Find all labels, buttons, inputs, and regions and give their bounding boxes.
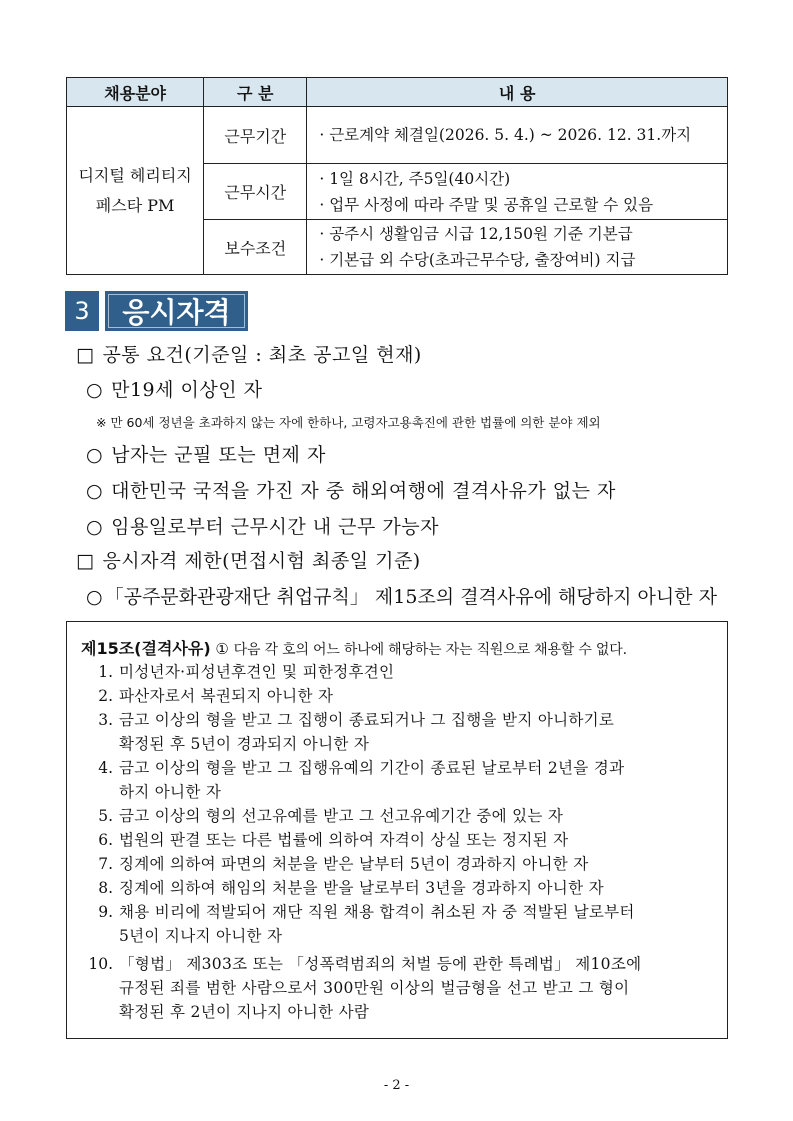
requirement-item bbox=[86, 375, 262, 402]
header-content: 내 용 bbox=[307, 78, 728, 107]
circle-bullet-icon: ○ bbox=[86, 586, 103, 608]
circle-bullet-icon: ○ bbox=[86, 480, 104, 502]
content-line: · 업무 사정에 따라 주말 및 공휴일 근로할 수 있음 bbox=[319, 195, 654, 214]
common-requirement-text: 공통 요건(기준일 : 최초 공고일 현재) bbox=[102, 344, 422, 366]
restriction-item-text: 「공주문화관광재단 취업규칙」 제15조의 결격사유에 해당하지 아니한 자 bbox=[104, 586, 717, 608]
article-item-number: 4. bbox=[98, 759, 113, 777]
requirement-note: ※ 만 60세 정년을 초과하지 않는 자에 한하나, 고령자고용촉진에 관한 법률에 의한 분야 제외 bbox=[96, 415, 601, 430]
table-row bbox=[67, 107, 728, 164]
article-box bbox=[66, 621, 728, 1039]
kind-cell: 근무시간 bbox=[204, 164, 307, 220]
circle-bullet-icon: ○ bbox=[86, 516, 104, 538]
requirement-item bbox=[86, 440, 326, 467]
requirement-item bbox=[86, 476, 616, 503]
requirement-text: 만19세 이상인 자 bbox=[111, 379, 263, 401]
article-clause-mark: ① bbox=[215, 640, 229, 658]
restriction-item bbox=[86, 582, 717, 609]
requirement-text: 임용일로부터 근무시간 내 근무 가능자 bbox=[111, 516, 439, 538]
table-header-row bbox=[67, 78, 728, 107]
requirement-item bbox=[86, 512, 439, 539]
article-heading bbox=[81, 636, 627, 659]
checkbox-square-icon: □ bbox=[76, 344, 95, 366]
article-title: 제15조(결격사유) bbox=[81, 639, 211, 658]
article-item-text: 징계에 의하여 파면의 처분을 받은 날부터 5년이 경과하지 아니한 자 bbox=[119, 855, 589, 873]
header-field: 채용분야 bbox=[67, 78, 204, 107]
article-item-number: 5. bbox=[98, 807, 113, 825]
checkbox-square-icon: □ bbox=[76, 550, 95, 572]
article-item-text: 「형법」 제303조 또는 「성폭력범죄의 처벌 등에 관한 특례법」 제10조에 규정된 죄를 범한 사람으로서 300만원 이상의 벌금형을 선고 받고 그 형이 확정된 후 2년이 지나지 아니한 사람 bbox=[119, 955, 642, 1021]
section-number: 3 bbox=[65, 291, 99, 331]
article-item-text: 법원의 판결 또는 다른 법률에 의하여 자격이 상실 또는 정지된 자 bbox=[119, 831, 569, 849]
content-line: · 근로계약 체결일(2026. 5. 4.) ~ 2026. 12. 31.까지 bbox=[319, 126, 692, 144]
field-cell bbox=[67, 107, 204, 275]
header-kind: 구 분 bbox=[204, 78, 307, 107]
circle-bullet-icon: ○ bbox=[86, 444, 104, 466]
section-title: 응시자격 bbox=[105, 291, 248, 331]
requirement-text: 대한민국 국적을 가진 자 중 해외여행에 결격사유가 없는 자 bbox=[111, 480, 616, 502]
article-item-number: 2. bbox=[98, 687, 113, 705]
article-item-text: 금고 이상의 형을 받고 그 집행이 종료되거나 그 집행을 받지 아니하기로 확정된 후 5년이 경과되지 아니한 자 bbox=[119, 711, 615, 753]
article-item-number: 1. bbox=[98, 663, 113, 681]
content-line: · 기본급 외 수당(초과근무수당, 출장여비) 지급 bbox=[319, 251, 636, 269]
article-item-text: 징계에 의하여 해임의 처분을 받을 날로부터 3년을 경과하지 아니한 자 bbox=[119, 879, 604, 897]
page-number: - 2 - bbox=[383, 1078, 410, 1093]
article-item-number: 3. bbox=[98, 711, 113, 729]
section-heading bbox=[65, 291, 248, 331]
article-intro: 다음 각 호의 어느 하나에 해당하는 자는 직원으로 채용할 수 없다. bbox=[233, 642, 627, 658]
circle-bullet-icon: ○ bbox=[86, 379, 104, 401]
content-line: · 1일 8시간, 주5일(40시간) bbox=[319, 169, 511, 188]
content-cell bbox=[307, 164, 728, 220]
recruitment-table bbox=[66, 77, 728, 275]
article-item-number: 10. bbox=[88, 955, 113, 973]
field-line-1: 디지털 헤리티지 bbox=[78, 165, 192, 185]
kind-cell: 근무기간 bbox=[204, 107, 307, 164]
requirement-text: 남자는 군필 또는 면제 자 bbox=[111, 444, 326, 466]
content-cell bbox=[307, 220, 728, 275]
restriction-text: 응시자격 제한(면접시험 최종일 기준) bbox=[102, 550, 421, 572]
field-line-2: 페스타 PM bbox=[95, 195, 175, 215]
article-item-text: 미성년자·피성년후견인 및 피한정후견인 bbox=[119, 663, 395, 681]
article-item-number: 6. bbox=[98, 831, 113, 849]
kind-cell: 보수조건 bbox=[204, 220, 307, 275]
article-item-text: 금고 이상의 형의 선고유예를 받고 그 선고유예기간 중에 있는 자 bbox=[119, 807, 564, 825]
restriction-heading bbox=[76, 546, 421, 573]
article-item-text: 금고 이상의 형을 받고 그 집행유예의 기간이 종료된 날로부터 2년을 경과 하지 아니한 자 bbox=[119, 759, 625, 801]
content-cell bbox=[307, 107, 728, 164]
article-item-text: 채용 비리에 적발되어 재단 직원 채용 합격이 취소된 자 중 적발된 날로부터 5년이 지나지 아니한 자 bbox=[119, 903, 635, 945]
content-line: · 공주시 생활임금 시급 12,150원 기준 기본급 bbox=[319, 225, 633, 243]
article-item-number: 8. bbox=[98, 879, 113, 897]
article-item-number: 7. bbox=[98, 855, 113, 873]
article-item-number: 9. bbox=[98, 903, 113, 921]
article-item-text: 파산자로서 복권되지 아니한 자 bbox=[119, 687, 334, 705]
common-requirement-heading bbox=[76, 340, 422, 367]
